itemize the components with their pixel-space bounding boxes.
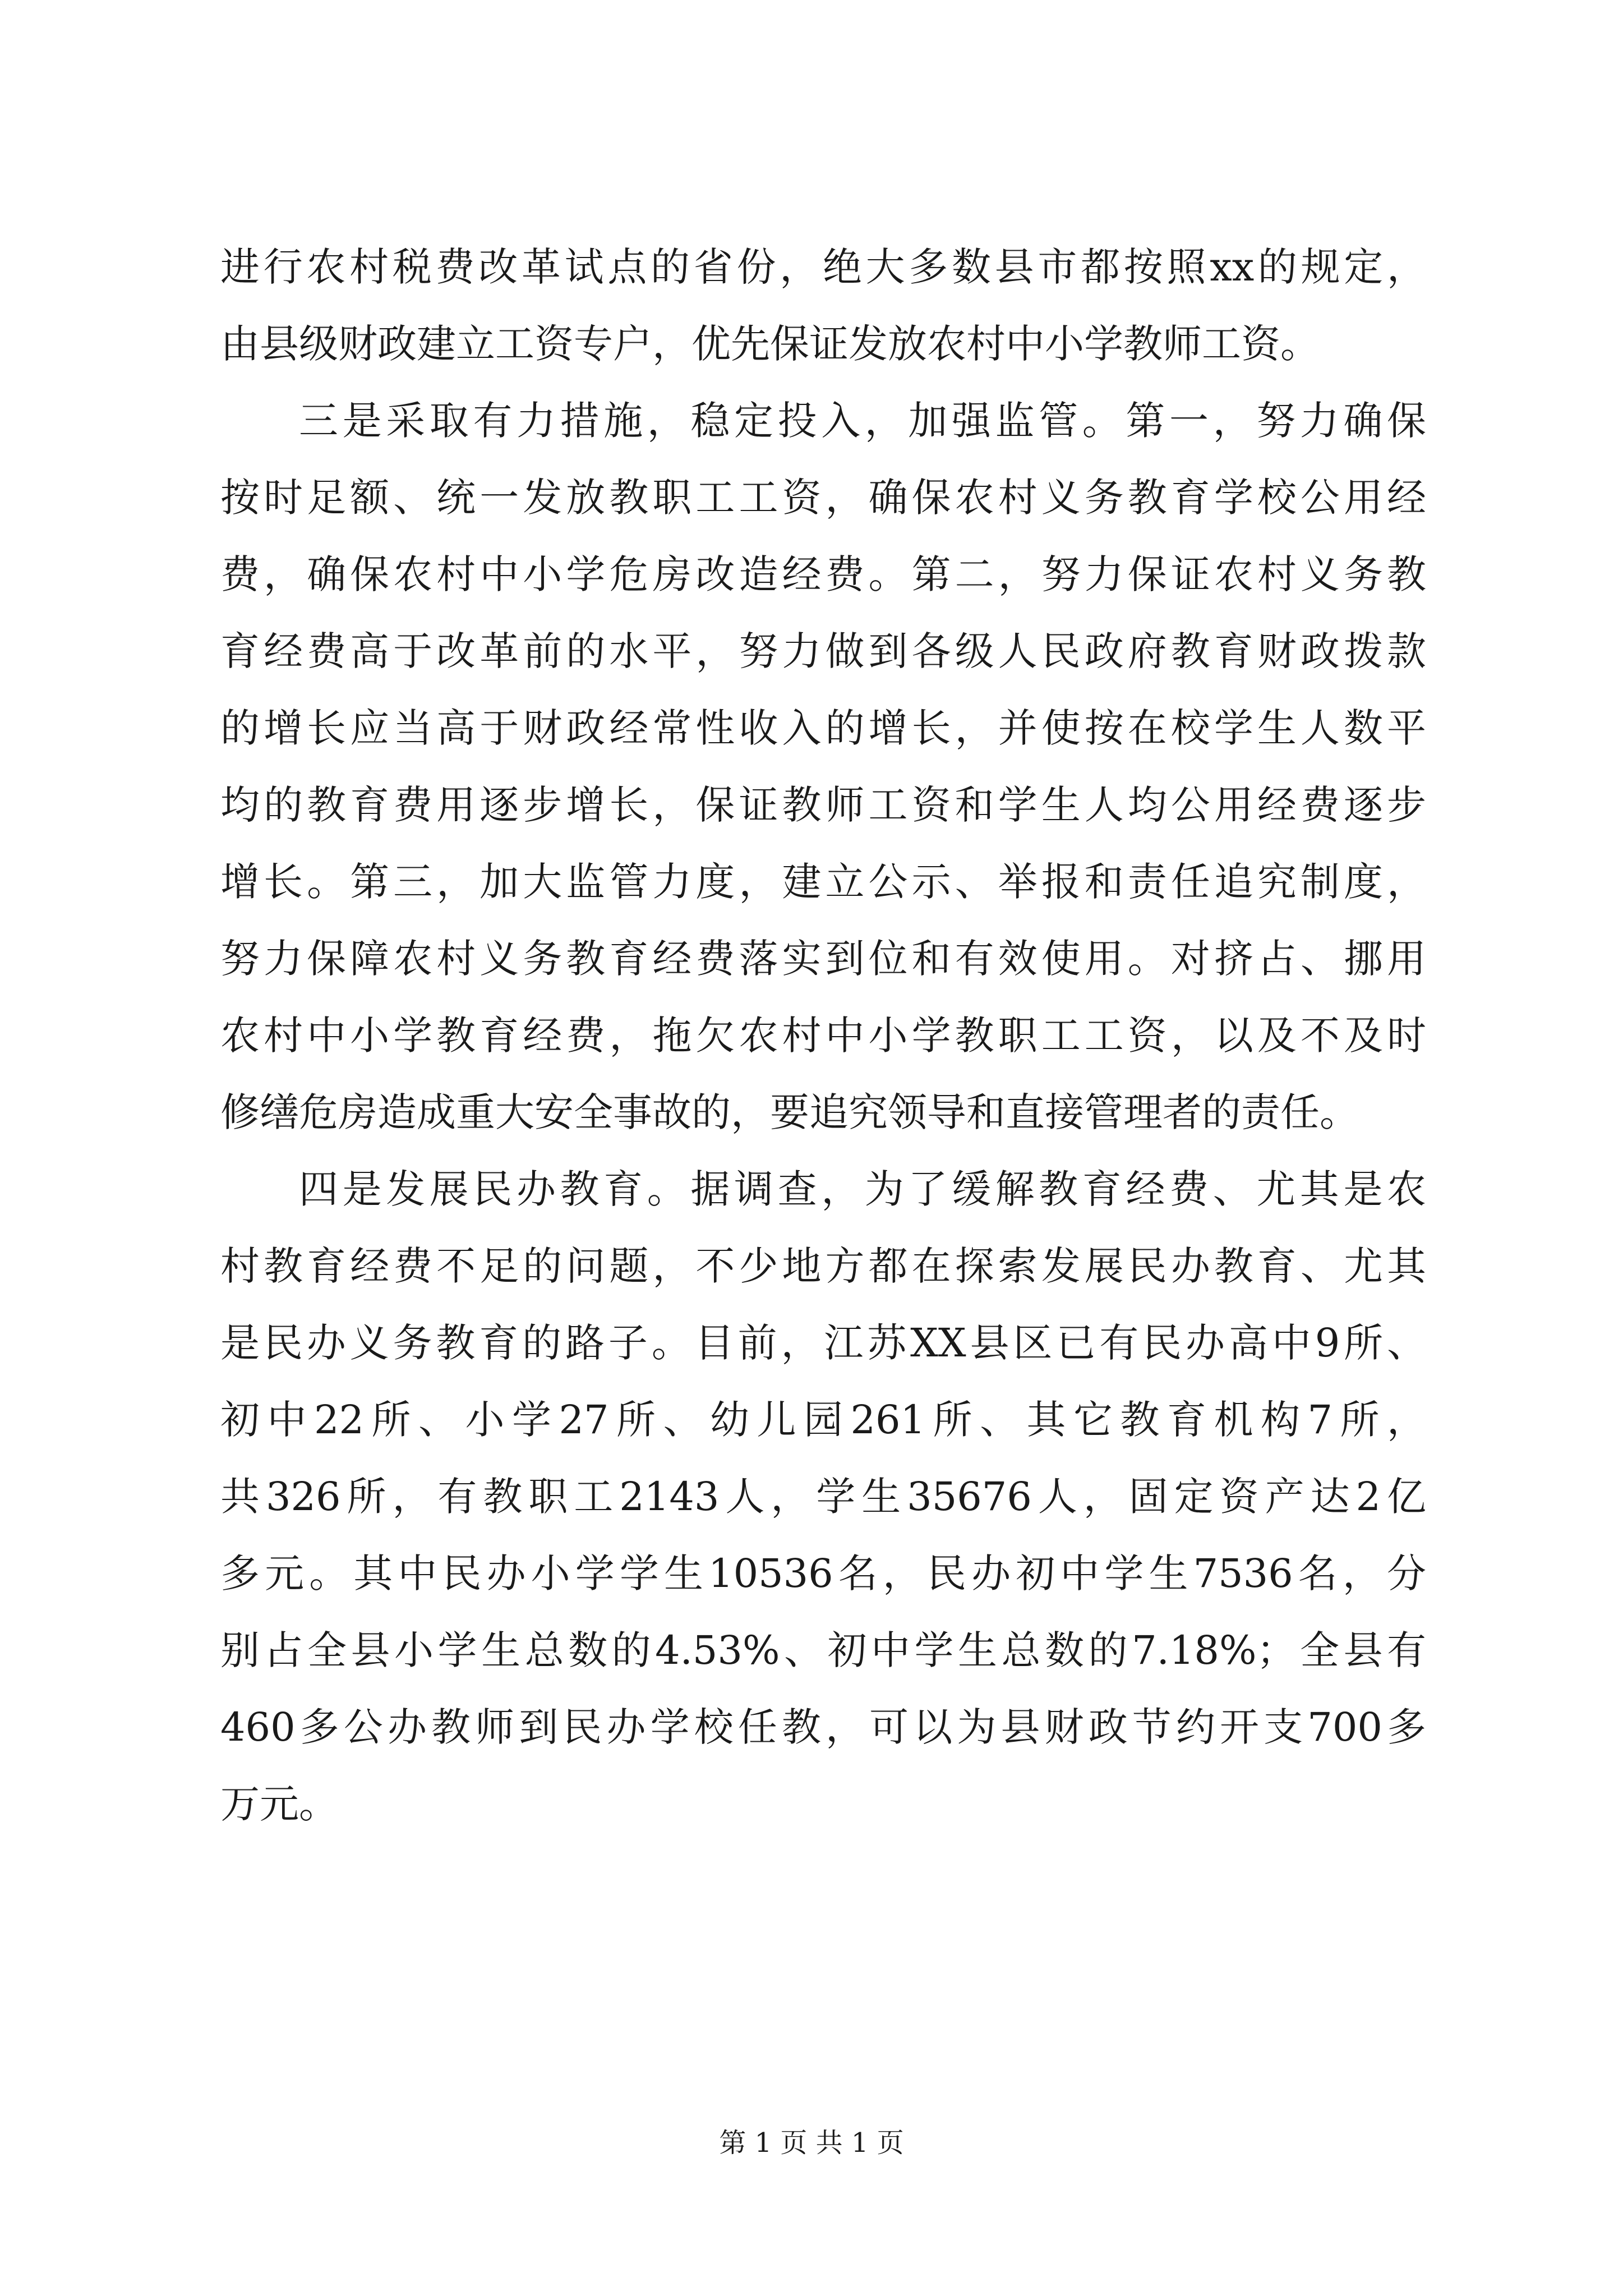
text-line: 别占全县小学生总数的4.53%、初中学生总数的7.18%；全县有	[220, 1627, 1426, 1673]
text-line: 育经费高于改革前的水平，努力做到各级人民政府教育财政拨款	[220, 628, 1426, 674]
text-line: 共326所，有教职工2143人，学生35676人，固定资产达2亿	[220, 1474, 1426, 1520]
text-line: 三是采取有力措施，稳定投入，加强监管。第一，努力确保	[299, 398, 1426, 444]
text-line: 460多公办教师到民办学校任教，可以为县财政节约开支700多	[220, 1704, 1426, 1750]
text-line: 按时足额、统一发放教职工工资，确保农村义务教育学校公用经	[220, 475, 1426, 521]
text-line: 多元。其中民办小学学生10536名，民办初中学生7536名，分	[220, 1550, 1426, 1596]
text-line: 修缮危房造成重大安全事故的，要追究领导和直接管理者的责任。	[220, 1089, 1359, 1135]
body-text	[220, 229, 1426, 1843]
text-line: 是民办义务教育的路子。目前，江苏XX县区已有民办高中9所、	[220, 1320, 1426, 1366]
text-line: 的增长应当高于财政经常性收入的增长，并使按在校学生人数平	[220, 705, 1426, 751]
text-line: 四是发展民办教育。据调查，为了缓解教育经费、尤其是农	[299, 1166, 1426, 1212]
text-line: 初中22所、小学27所、幼儿园261所、其它教育机构7所，	[220, 1397, 1426, 1443]
text-line: 费，确保农村中小学危房改造经费。第二，努力保证农村义务教	[220, 551, 1426, 597]
text-line: 增长。第三，加大监管力度，建立公示、举报和责任追究制度，	[220, 859, 1426, 905]
text-line: 由县级财政建立工资专户，优先保证发放农村中小学教师工资。	[220, 321, 1320, 367]
text-line: 均的教育费用逐步增长，保证教师工资和学生人均公用经费逐步	[220, 782, 1426, 828]
text-line: 农村中小学教育经费，拖欠农村中小学教职工工资，以及不及时	[220, 1013, 1426, 1059]
text-line: 万元。	[220, 1781, 338, 1827]
page-footer: 第 1 页 共 1 页	[719, 2127, 904, 2159]
text-line: 进行农村税费改革试点的省份，绝大多数县市都按照xx的规定，	[220, 244, 1426, 290]
text-line: 努力保障农村义务教育经费落实到位和有效使用。对挤占、挪用	[220, 936, 1426, 982]
text-line: 村教育经费不足的问题，不少地方都在探索发展民办教育、尤其	[220, 1243, 1426, 1289]
